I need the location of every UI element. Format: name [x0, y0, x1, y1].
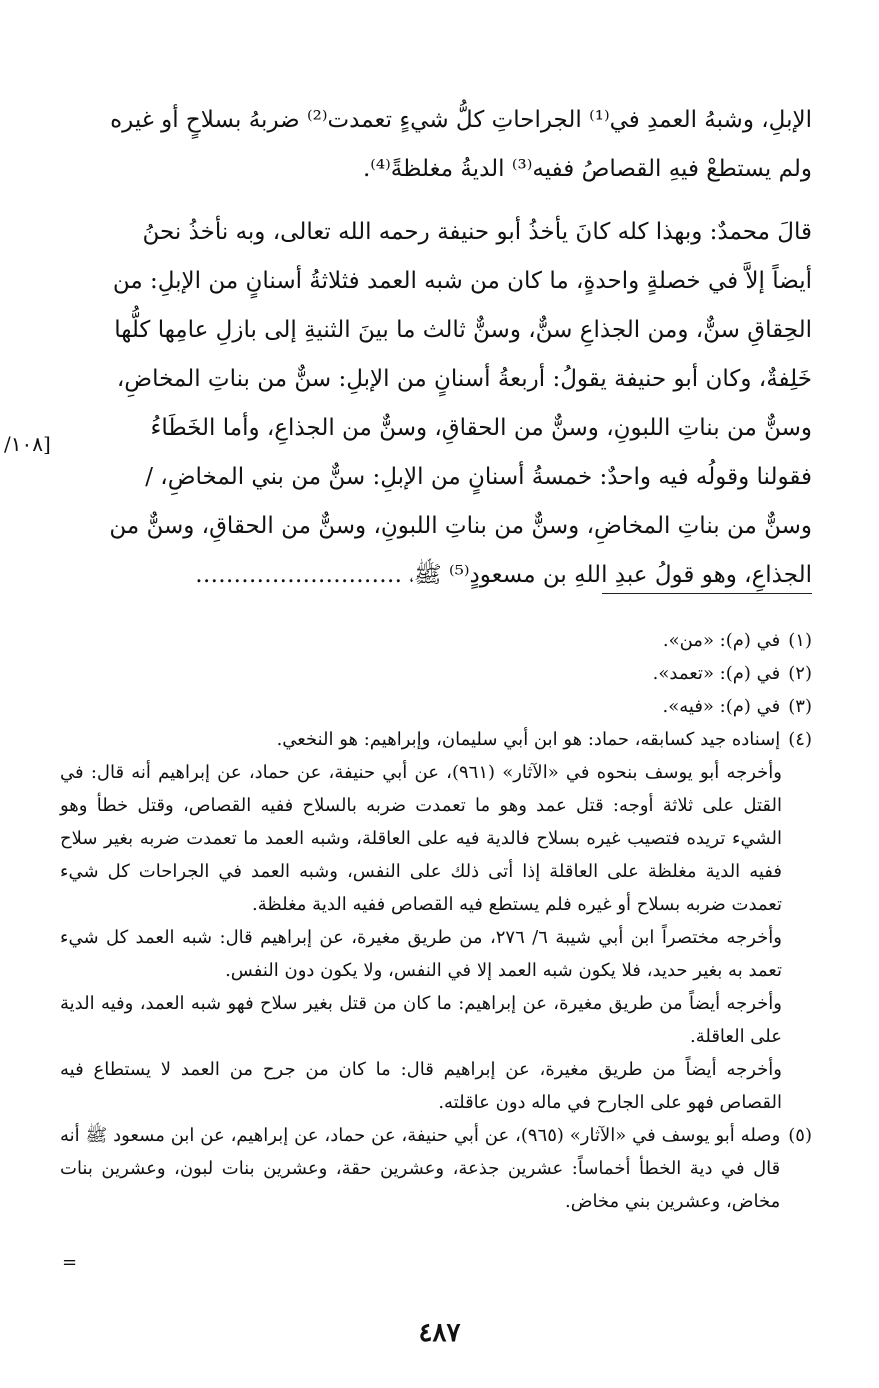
footnote-2: [60, 657, 812, 690]
footnotes: [60, 624, 812, 1218]
text-line: ولم يستطعْ فيهِ القصاصُ ففيه⁽³⁾ الديةُ مغلظةً⁽⁴⁾.: [362, 156, 812, 182]
footnote-number: (٣): [788, 696, 812, 717]
continuation-dots: ………………………: [195, 562, 403, 588]
text-line: وسنٌّ من بناتِ المخاضِ، وسنٌّ من بناتِ اللبونِ، وسنٌّ من الحقاقِ، وسنٌّ من: [109, 513, 812, 539]
footnote-separator: [602, 593, 812, 594]
footnote-number: (٢): [788, 663, 812, 684]
footnote-1: [60, 624, 812, 657]
main-text: [62, 96, 812, 600]
footnote-number: (٤): [788, 729, 812, 750]
footnote-number: (٥): [788, 1125, 812, 1146]
text-line: قالَ محمدٌ: وبهذا كله كانَ يأخذُ أبو حنيفة رحمه الله تعالى، وبه نأخذُ نحنُ: [142, 219, 812, 245]
text-line: وسنٌّ من بناتِ اللبونِ، وسنٌّ من الحقاقِ، وسنٌّ من الجذاعِ، وأما الخَطَاءُ: [150, 415, 812, 441]
margin-page-marker: [١٠٨/: [4, 432, 51, 456]
footnote-text: في (م): «فيه».: [662, 696, 781, 717]
footnote-number: (١): [788, 630, 812, 651]
text-line: خَلِفةٌ، وكان أبو حنيفة يقولُ: أربعةُ أسنانٍ من الإبلِ: سنٌّ من بناتِ المخاضِ،: [116, 366, 812, 392]
text-line-content: الجذاعِ، وهو قولُ عبدِ اللهِ بن مسعودٍ⁽⁵⁾ ﷺ،: [409, 562, 812, 588]
footnote-3: [60, 690, 812, 723]
footnote-paragraph: وأخرجه أيضاً من طريق مغيرة، عن إبراهيم: ما كان من قتل بغير سلاح فهو شبه العمد، وفيه الدية على العاقلة.: [60, 993, 782, 1047]
page-number: ٤٨٧: [418, 1318, 461, 1348]
text-line: فقولنا وقولُه فيه واحدٌ: خمسةُ أسنانٍ من الإبلِ: سنٌّ من بني المخاضِ، /: [145, 464, 812, 490]
footnote-4: [60, 723, 812, 756]
footnote-text: في (م): «من».: [662, 630, 781, 651]
footnote-text: إسناده جيد كسابقه، حماد: هو ابن أبي سليمان، وإبراهيم: هو النخعي.: [276, 729, 781, 750]
text-line: أيضاً إلاَّ في خصلةٍ واحدةٍ، ما كان من شبه العمد فثلاثةُ أسنانٍ من الإبلِ: من: [112, 268, 812, 294]
footnote-continuation-mark: =: [62, 1252, 78, 1273]
paragraph-2: [62, 208, 812, 600]
footnote-4-continued: [60, 756, 812, 1119]
footnote-paragraph: وأخرجه أيضاً من طريق مغيرة، عن إبراهيم قال: ما كان من جرح من العمد لا يستطاع فيه القصاص فهو على الجارح في ماله دون عاقلته.: [60, 1059, 782, 1113]
footnote-5: [60, 1119, 812, 1218]
text-line: الإبلِ، وشبهُ العمدِ في⁽¹⁾ الجراحاتِ كلُّ شيءٍ تعمدت⁽²⁾ ضربهُ بسلاحٍ أو غيره: [110, 107, 812, 133]
footnote-text: وصله أبو يوسف في «الآثار» (٩٦٥)، عن أبي حنيفة، عن حماد، عن إبراهيم، عن ابن مسعود ﷺ أنه قال في دية الخطأ أخماساً: عشرين جذعة، وعشرين حقة، وعشرين بنات لبون، وعشرين بنات مخاض، وعشرين بني مخاض.: [60, 1125, 781, 1212]
footnote-paragraph: وأخرجه مختصراً ابن أبي شيبة ٦/ ٢٧٦، من طريق مغيرة، عن إبراهيم قال: شبه العمد كل شيء تعمد به بغير حديد، فلا يكون شبه العمد إلا في النفس، ولا يكون دون النفس.: [60, 927, 782, 981]
footnote-paragraph: وأخرجه أبو يوسف بنحوه في «الآثار» (٩٦١)، عن أبي حنيفة، عن حماد، عن إبراهيم أنه قال: في القتل على ثلاثة أوجه: قتل عمد وهو ما تعمدت ضربه بالسلاح ففيه القصاص، وقتل خطأ وهو الشيء تريده فتصيب غيره بسلاح فالدية فيه على العاقلة، وشبه العمد ما تعمدت ضربه بغير سلاح ففيه الدية مغلظة على العاقلة إذا أتى ذلك على النفس، وشبه العمد في الجراحات كل شيء تعمدت ضربه بسلاح أو غيره فلم يستطع فيه القصاص ففيه الدية مغلظة.: [60, 762, 782, 915]
text-line: الحِقاقِ سنٌّ، ومن الجذاعِ سنٌّ، وسنٌّ ثالث ما بينَ الثنيةِ إلى بازلِ عامِها كلُّها: [114, 317, 812, 343]
paragraph-1: [62, 96, 812, 194]
footnote-text: في (م): «تعمد».: [652, 663, 781, 684]
